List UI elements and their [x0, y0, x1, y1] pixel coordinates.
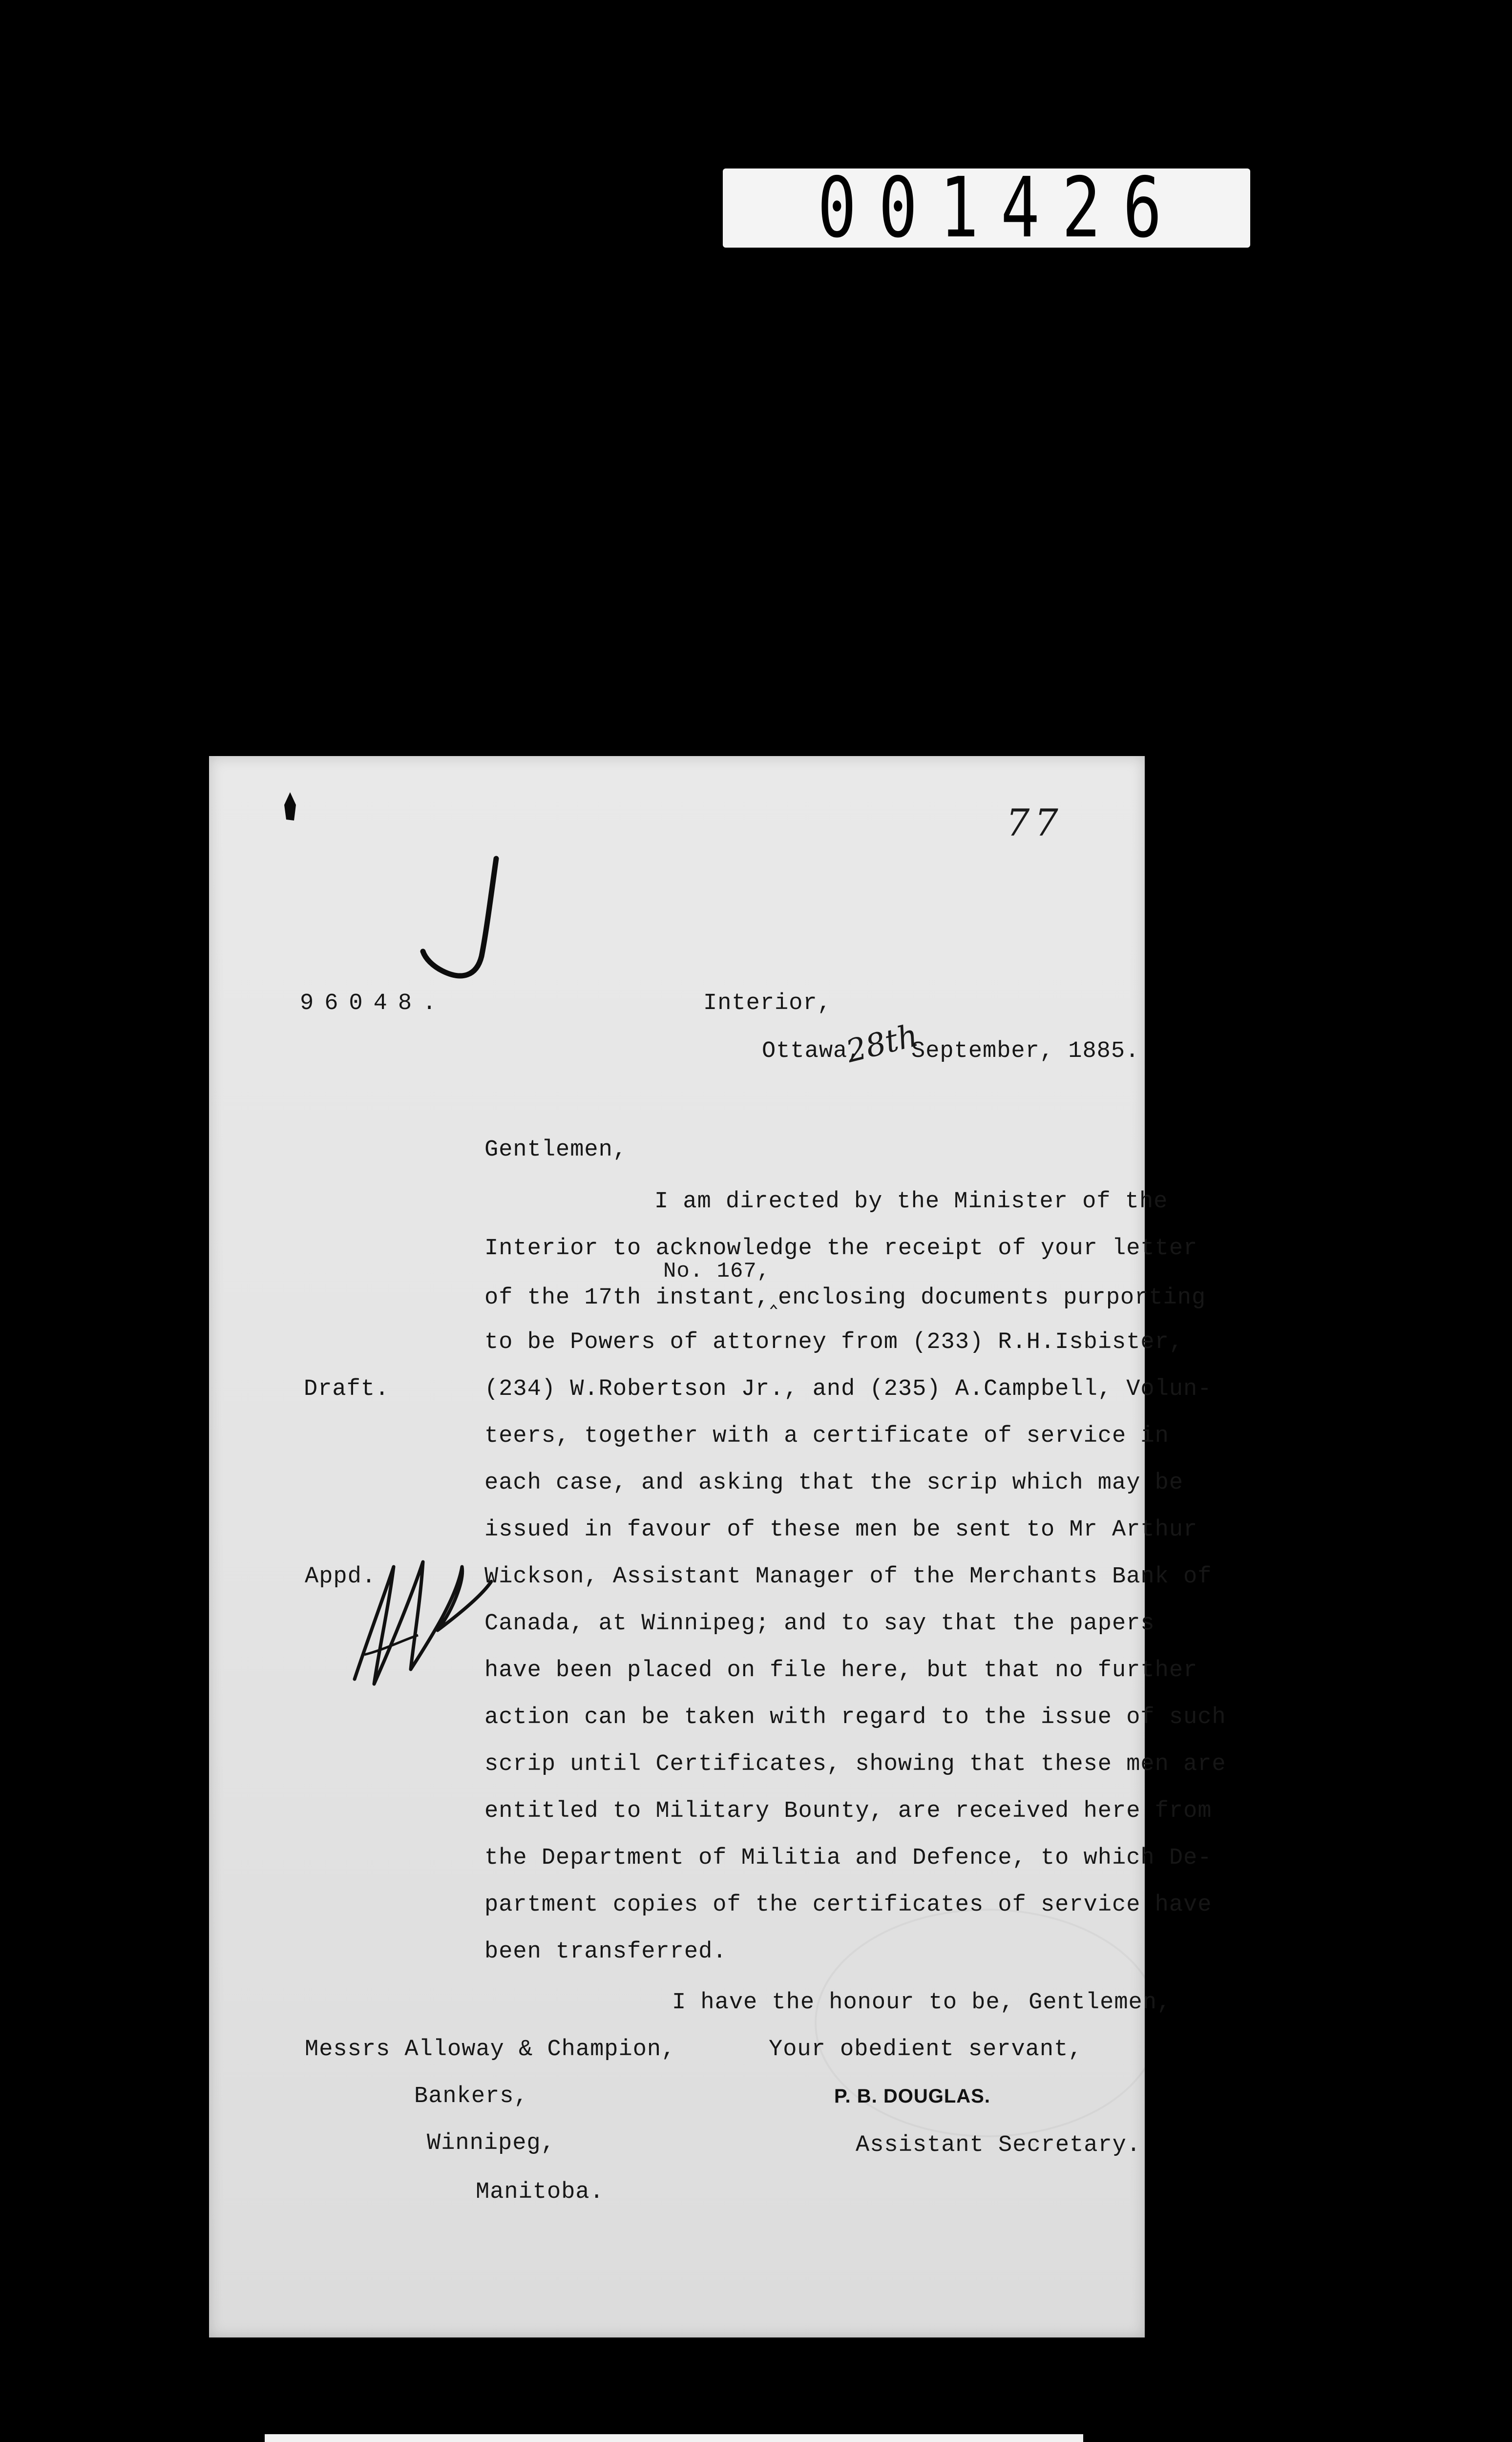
body-line: action can be taken with regard to the issue of such [484, 1705, 1226, 1730]
body-line: Wickson, Assistant Manager of the Merchants Bank of [484, 1564, 1212, 1590]
body-line: teers, together with a certificate of service in [484, 1423, 1169, 1449]
dept-heading: Interior, [703, 990, 832, 1016]
addressee-line: Manitoba. [476, 2179, 604, 2205]
body-line: issued in favour of these men be sent to Mr Arthur [484, 1517, 1198, 1543]
addressee-line: Winnipeg, [427, 2130, 555, 2156]
body-line: been transferred. [484, 1939, 727, 1965]
file-number: 96048. [300, 990, 447, 1016]
body-line: of the 17th instant,‸enclosing documents purporting [484, 1285, 1206, 1311]
body-line: Canada, at Winnipeg; and to say that the papers [484, 1611, 1155, 1637]
closing: I have the honour to be, Gentlemen, [672, 1990, 1172, 2016]
archive-reference-label [265, 2434, 1083, 2442]
insertion: No. 167, [663, 1259, 771, 1284]
body-line: each case, and asking that the scrip which may be [484, 1470, 1184, 1496]
body-line: I am directed by the Minister of the [654, 1189, 1168, 1215]
body-line: to be Powers of attorney from (233) R.H.Isbister, [484, 1329, 1184, 1355]
body-line: scrip until Certificates, showing that these men are [484, 1751, 1226, 1777]
date-rest: September, 1885. [911, 1038, 1140, 1064]
signatory-title: Assistant Secretary. [856, 2132, 1141, 2158]
margin-appd: Appd. [305, 1564, 377, 1590]
body-line: have been placed on file here, but that no further [484, 1658, 1198, 1684]
body-line: (234) W.Robertson Jr., and (235) A.Campbell, Volun- [484, 1376, 1212, 1402]
addressee-line: Bankers, [414, 2084, 528, 2109]
punch-mark [281, 790, 301, 824]
day-handwritten: 28th [842, 1017, 922, 1070]
margin-draft: Draft. [304, 1376, 390, 1402]
approval-initials [340, 1537, 501, 1694]
closing-servant: Your obedient servant, [769, 2037, 1083, 2063]
frame-counter [723, 160, 1250, 256]
body-line: partment copies of the certificates of service have [484, 1892, 1212, 1918]
frame-number: 001426 [817, 160, 1184, 256]
corner-note: 77 [1006, 801, 1063, 844]
signature-stamp: P. B. DOUGLAS. [834, 2085, 990, 2107]
place: Ottawa, [762, 1038, 862, 1064]
body-line: entitled to Military Bounty, are received here from [484, 1798, 1212, 1824]
check-mark [413, 854, 530, 986]
addressee-line: Messrs Alloway & Champion, [305, 2037, 676, 2063]
salutation: Gentlemen, [484, 1137, 628, 1163]
body-line: Interior to acknowledge the receipt of your letter [484, 1236, 1198, 1262]
body-line: the Department of Militia and Defence, to which De- [484, 1845, 1212, 1871]
letter-page [209, 756, 1226, 2337]
